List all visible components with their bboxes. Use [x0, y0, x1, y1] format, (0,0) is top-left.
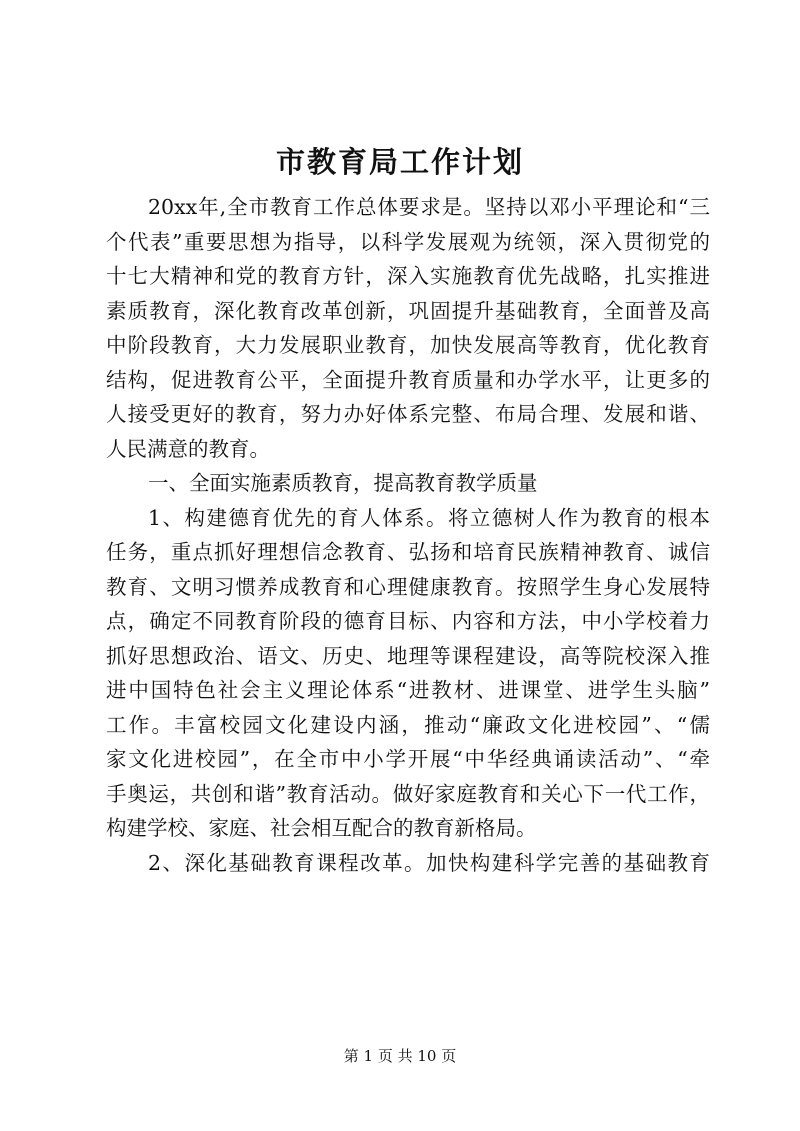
paragraph-line: 进中国特色社会主义理论体系“进教材、进课堂、进学生头脑”	[106, 678, 710, 702]
paragraph-line: 十七大精神和党的教育方针，深入实施教育优先战略，扎实推进	[106, 264, 710, 288]
paragraph-line: 2、深化基础教育课程改革。加快构建科学完善的基础教育	[148, 850, 710, 875]
paragraph-line: 中阶段教育，大力发展职业教育，加快发展高等教育，优化教育	[106, 333, 710, 357]
paragraph-line: 抓好思想政治、语文、历史、地理等课程建设，高等院校深入推	[106, 643, 710, 668]
paragraph-line: 构建学校、家庭、社会相互配合的教育新格局。	[106, 816, 537, 840]
paragraph-line: 教育、文明习惯养成教育和心理健康教育。按照学生身心发展特	[106, 574, 710, 599]
paragraph-line: 个代表”重要思想为指导，以科学发展观为统领，深入贯彻党的	[106, 229, 710, 254]
paragraph-line: 人接受更好的教育，努力办好体系完整、布局合理、发展和谐、	[106, 402, 710, 426]
paragraph-line: 手奥运，共创和谐”教育活动。做好家庭教育和关心下一代工作，	[106, 781, 710, 806]
paragraph-line: 20xx年,全市教育工作总体要求是。坚持以邓小平理论和“三	[148, 195, 710, 219]
paragraph-line: 点，确定不同教育阶段的德育目标、内容和方法，中小学校着力	[106, 609, 710, 633]
paragraph-line: 工作。丰富校园文化建设内涵，推动“廉政文化进校园”、“儒	[106, 712, 710, 737]
paragraph-line: 家文化进校园”，在全市中小学开展“中华经典诵读活动”、“牵	[106, 747, 710, 771]
paragraph-line: 任务，重点抓好理想信念教育、弘扬和培育民族精神教育、诚信	[106, 540, 710, 564]
paragraph-line: 结构，促进教育公平，全面提升教育质量和办学水平，让更多的	[106, 367, 710, 392]
paragraph-line: 1、构建德育优先的育人体系。将立德树人作为教育的根本	[148, 505, 710, 530]
paragraph-line: 人民满意的教育。	[106, 436, 270, 461]
section-heading: 一、全面实施素质教育，提高教育教学质量	[148, 471, 538, 495]
page-footer: 第 1 页 共 10 页	[343, 1047, 457, 1065]
paragraph-line: 素质教育，深化教育改革创新，巩固提升基础教育，全面普及高	[106, 298, 710, 323]
page-title: 市教育局工作计划	[275, 145, 524, 179]
body-text	[106, 190, 710, 880]
